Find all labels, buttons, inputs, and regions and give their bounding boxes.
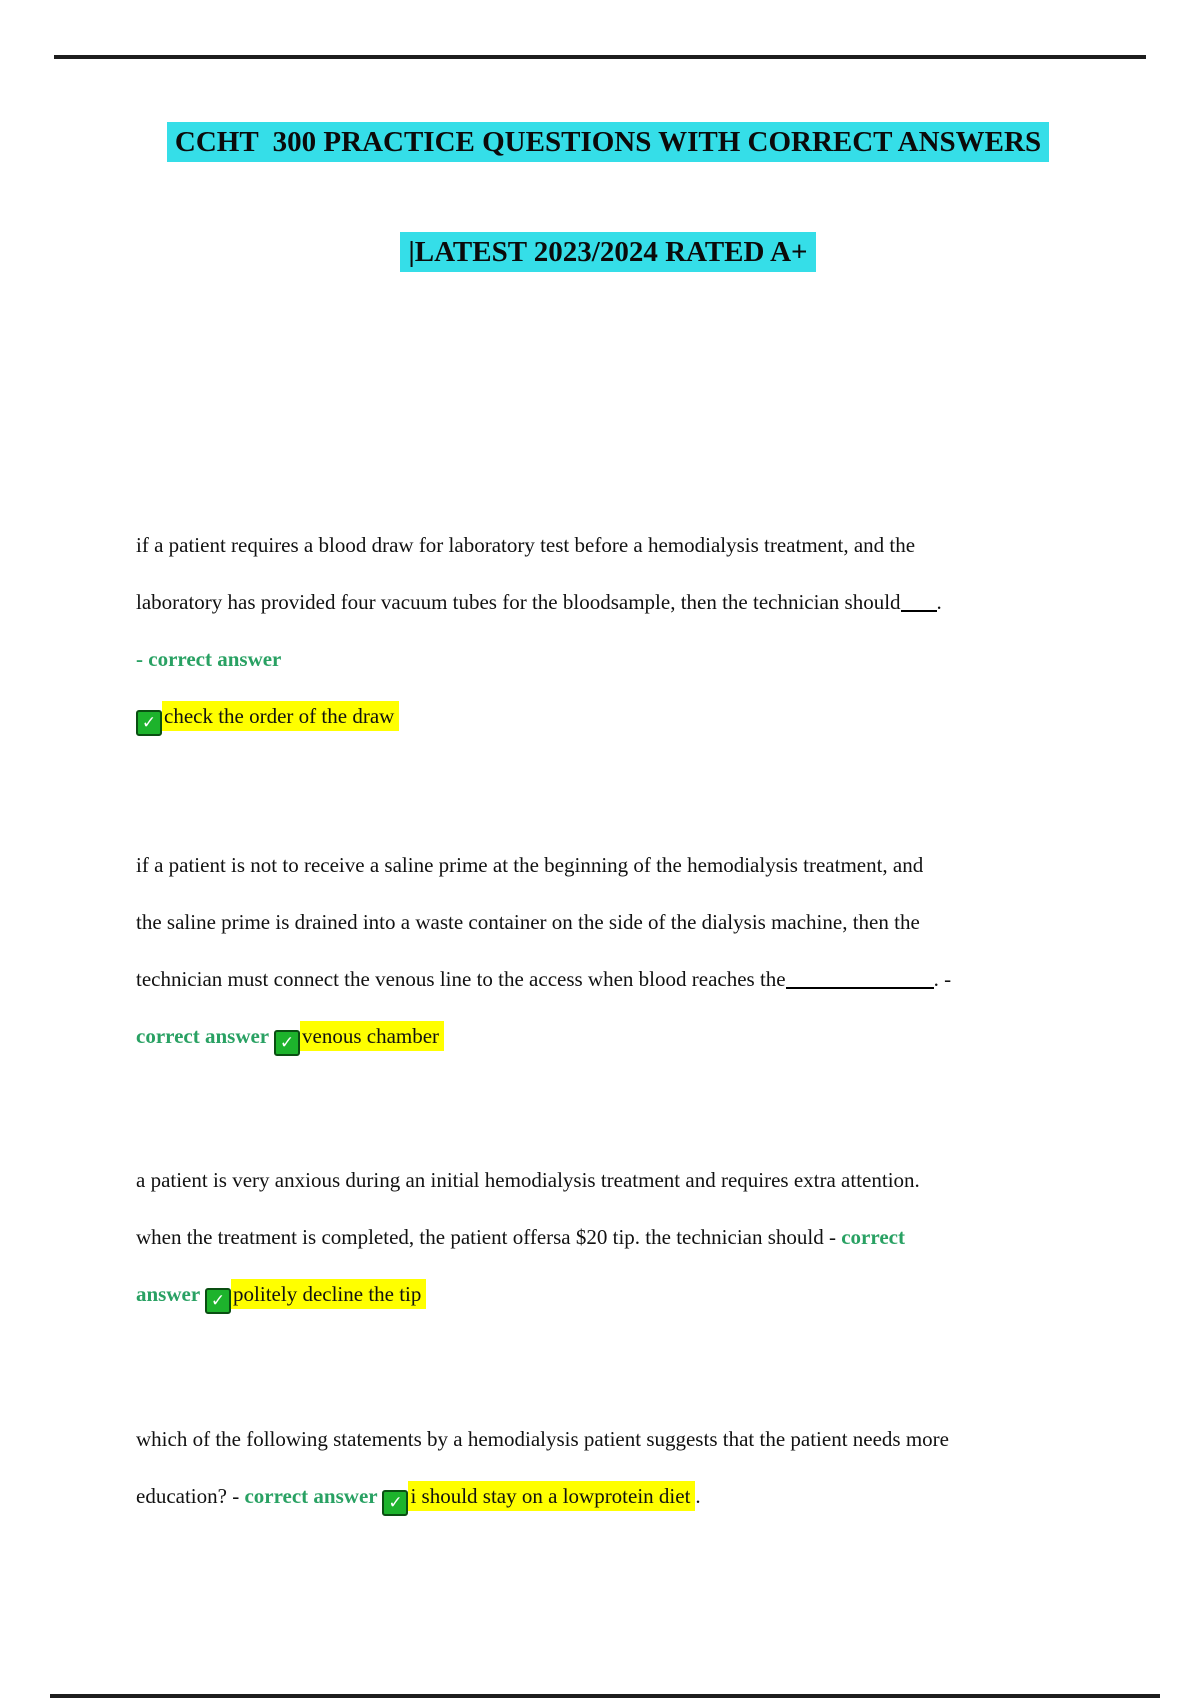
- question-2-answer-line: [136, 1008, 1160, 1065]
- question-1-line-1: [136, 517, 1160, 574]
- question-4-answer-line: [136, 1468, 1160, 1525]
- fill-in-blank: [901, 608, 937, 612]
- question-1-marker-line: [136, 631, 1160, 688]
- bottom-divider: [50, 1694, 1160, 1698]
- question-2-line-1: [136, 837, 1160, 894]
- question-3-line-1: [136, 1152, 1160, 1209]
- question-text: education? -: [136, 1484, 245, 1508]
- page-title: CCHT 300 PRACTICE QUESTIONS WITH CORRECT ANSWERS: [167, 122, 1049, 162]
- question-text: if a patient requires a blood draw for laboratory test before a hemodialysis treatment, and the: [136, 533, 916, 557]
- question-text: a patient is very anxious during an initial hemodialysis treatment and requires extra attention.: [136, 1168, 920, 1192]
- question-3-line-2: [136, 1209, 1160, 1266]
- question-block-3: [136, 1152, 1160, 1323]
- correct-answer-label-part1: correct: [841, 1225, 905, 1249]
- question-2-line-3: [136, 951, 1160, 1008]
- subtitle-row: [0, 214, 1200, 290]
- answer-text: check the order of the draw: [162, 701, 399, 731]
- top-divider: [54, 55, 1146, 59]
- green-check-icon: ✓: [382, 1490, 408, 1516]
- correct-answer-label-part2: answer: [136, 1282, 206, 1306]
- correct-answer-label: - correct answer: [136, 647, 282, 671]
- question-1-answer-line: [136, 688, 1160, 745]
- question-text: which of the following statements by a hemodialysis patient suggests that the patient needs more: [136, 1427, 949, 1451]
- answer-text: i should stay on a lowprotein diet: [408, 1481, 695, 1511]
- green-check-icon: ✓: [136, 710, 162, 736]
- question-3-answer-line: [136, 1266, 1160, 1323]
- correct-answer-label: correct answer: [244, 1484, 383, 1508]
- fill-in-blank: [786, 985, 934, 989]
- question-2-line-2: [136, 894, 1160, 951]
- question-text: laboratory has provided four vacuum tubes for the bloodsample, then the technician should: [136, 590, 901, 614]
- green-check-icon: ✓: [205, 1288, 231, 1314]
- page-subtitle: |LATEST 2023/2024 RATED A+: [400, 232, 815, 272]
- question-block-1: [136, 517, 1160, 745]
- correct-answer-label: correct answer: [136, 1024, 274, 1048]
- question-text: if a patient is not to receive a saline prime at the beginning of the hemodialysis treatment, and: [136, 853, 924, 877]
- question-text: the saline prime is drained into a waste container on the side of the dialysis machine, then the: [136, 910, 920, 934]
- answer-text-end: .: [695, 1484, 701, 1508]
- question-block-2: [136, 837, 1160, 1065]
- answer-text: venous chamber: [300, 1021, 444, 1051]
- question-text: when the treatment is completed, the patient offersa $20 tip. the technician should -: [136, 1225, 842, 1249]
- question-4-line-1: [136, 1411, 1160, 1468]
- question-text-end: .: [936, 590, 942, 614]
- question-text-end: . -: [933, 967, 952, 991]
- question-block-4: [136, 1411, 1160, 1525]
- question-1-line-2: [136, 574, 1160, 631]
- answer-text: politely decline the tip: [231, 1279, 426, 1309]
- question-text: technician must connect the venous line to the access when blood reaches the: [136, 967, 786, 991]
- title-row: [0, 104, 1200, 180]
- green-check-icon: ✓: [274, 1030, 300, 1056]
